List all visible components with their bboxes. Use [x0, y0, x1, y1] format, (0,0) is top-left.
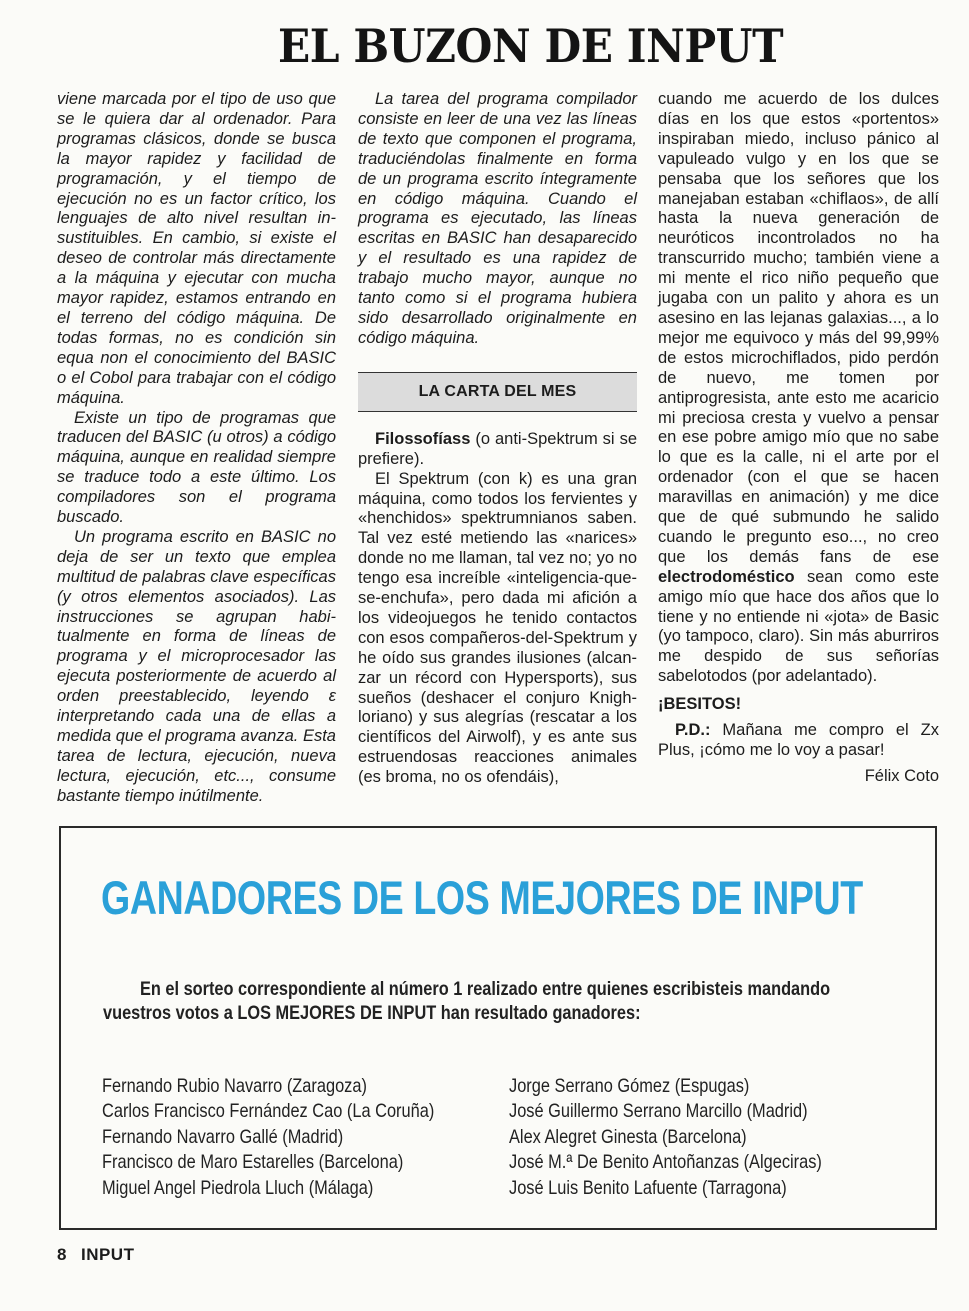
winner-name: José Guillermo Serrano Marcillo (Madrid): [509, 1100, 808, 1123]
article-paragraph: Existe un tipo de programas que traducen del BASIC (u otros) a código máquina, aunque en realidad siempre se traduce todo a este último. Los compiladores son el programa buscado.: [57, 408, 336, 527]
winner-name: Francisco de Maro Estarelles (Barcelona): [102, 1151, 404, 1174]
article-paragraph: Un programa escrito en BASIC no deja de ser un texto que emplea multitud de palabras clave específicas (y otros elementos asociados). Las instrucciones se agrupan habitualmente en forma de líneas de programa y el microprocesador las ejecuta posteriormente de acuerdo al orden preestablecido, leyendo ε interpretando cada una de ellas a medida que el programa avanza. Esta tarea de lectura, ejecución, nueva lectura, ejecución, etc..., consume bastante tiempo inútilmente.: [57, 527, 336, 805]
winners-intro-line: En el sorteo correspondiente al número 1 realizado entre quienes escribisteis mandando: [139, 979, 831, 1000]
article-paragraph: viene marcada por el tipo de uso que se le quiera dar al ordenador. Para programas clásicos, donde se busca la mayor rapidez y facilidad de programación, y el tiempo de ejecución no es un factor crítico, los lenguajes de alto nivel resultan insustituibles. En cambio, si existe el deseo de controlar más directamente a la máquina y ejecutar con mucha mayor rapidez, estamos entrando en el terreno del código máquina. De todas formas, no es condición sin equa non el conocimiento del BASIC o el Cobol para trabajar con el código máquina.: [57, 90, 336, 407]
letter-paragraph: El Spektrum (con k) es una gran máquina, como todos los fervientes y «henchidos» spektrumnianos saben. Tal vez esté metiendo las «narices» donde no me llaman, tal vez no; yo no tengo esa increíble «inteligencia-que-se-enchufa», pero dada mi afición a los videojuegos he tenido contactos con esos compañeros-del-Spektrum y he oído sus grandes ilusiones (alcanzar un récord con Hypersports), sus sueños (deshacer el conjuro Knighloriano) y sus alegrías (rescatar a los científicos del Airwolf), y es ante sus estruendosas reacciones animales (es broma, no os ofendáis),: [358, 469, 637, 787]
winners-intro-line: vuestros votos a LOS MEJORES DE INPUT han resultado ganadores:: [103, 1003, 641, 1024]
letter-of-month-heading-text: LA CARTA DEL MES: [418, 382, 577, 400]
article-column-2: [358, 90, 637, 788]
article-column-3: [658, 90, 939, 787]
winners-box: [59, 826, 937, 1230]
article-column-1: [57, 90, 336, 807]
letter-signature: Félix Coto: [864, 766, 939, 785]
letter-bold-word: electrodoméstico: [658, 567, 795, 586]
winners-list-right: [509, 1074, 822, 1201]
winner-name: Alex Alegret Ginesta (Barcelona): [509, 1125, 747, 1148]
letter-opening: [358, 430, 637, 470]
winner-name: Miguel Angel Piedrola Lluch (Málaga): [102, 1176, 374, 1199]
masthead-title: EL BUZON DE INPUT: [278, 19, 784, 73]
winner-name: José M.ª De Benito Antoñanzas (Algeciras): [509, 1151, 822, 1174]
winner-name: Jorge Serrano Gómez (Espugas): [509, 1075, 750, 1097]
article-paragraph: La tarea del programa compilador consiste en leer de una vez las líneas de texto que componen el programa, traduciéndolas finalmente en forma de un programa escrito íntegramente en código máquina. Cuando el programa es ejecutado, las líneas escritas en BASIC han desaparecido y el resultado es una rapidez de trabajo mucho mayor, aunque no tanto como si el programa hubiera sido desarrollado originalmente en código máquina.: [358, 90, 637, 347]
letter-signoff: ¡BESITOS!: [658, 695, 742, 714]
winner-name: José Luis Benito Lafuente (Tarragona): [509, 1176, 787, 1199]
winner-name: Fernando Rubio Navarro (Zaragoza): [102, 1075, 367, 1097]
postscript-text: Mañana me compro el Zx Plus, ¡cómo me lo voy a pasar!: [658, 721, 939, 759]
letter-paragraph: [658, 90, 939, 687]
letter-of-month-heading: [358, 372, 637, 412]
page-number: 8: [57, 1245, 67, 1264]
winner-name: Carlos Francisco Fernández Cao (La Coruña): [102, 1100, 435, 1123]
page-footer: [57, 1245, 134, 1265]
letter-title: Filossofíass: [375, 429, 471, 448]
letter-subtitle: (o anti-Spektrum si se prefiere).: [358, 429, 637, 468]
letter-text: cuando me acuerdo de los dulces días en los que estos «portentos» inspiraban miedo, incluso pánico al vapuleado vulgo y en los que se pensaba que los señores que los manejaban estaban «chiflaos», de allí hasta la nueva generación de neuróticos incontrolados no ha transcurrido mucho; también viene a mi mente el rico niño pequeño que jugaba con un palito y ahora es un asesino en las lejanas galaxias..., a lo mejor me equivoco y más del 99,99% de estos microchiflados, pido perdón de nuevo, me tomen por antiprogresista, ante esto me acaricio mi preciosa cresta y vuelvo a pensar en ese pobre amigo mío que no sabe lo que es la calle, ni el arte por el ordenador (con el que se hacen maravillas en animación) y me dice que de qué submundo he salido cuando le pregunto eso..., no creo que los demás fans de ese: [658, 90, 939, 566]
winners-list-left: [102, 1074, 434, 1201]
winners-intro: [103, 978, 877, 1026]
postscript-label: P.D.:: [675, 721, 711, 740]
magazine-name: INPUT: [80, 1245, 135, 1264]
winners-title: GANADORES DE LOS MEJORES DE INPUT: [101, 871, 863, 924]
winner-name: Fernando Navarro Gallé (Madrid): [102, 1125, 344, 1148]
letter-postscript: [658, 721, 939, 761]
letter-text: sean como este amigo mío que hace dos años que lo tiene y no entiende ni «jota» de Basic (yo tampoco, claro). Sin más aburriros me despido de sus señorías sabelotodos (por adelantado).: [658, 567, 939, 686]
